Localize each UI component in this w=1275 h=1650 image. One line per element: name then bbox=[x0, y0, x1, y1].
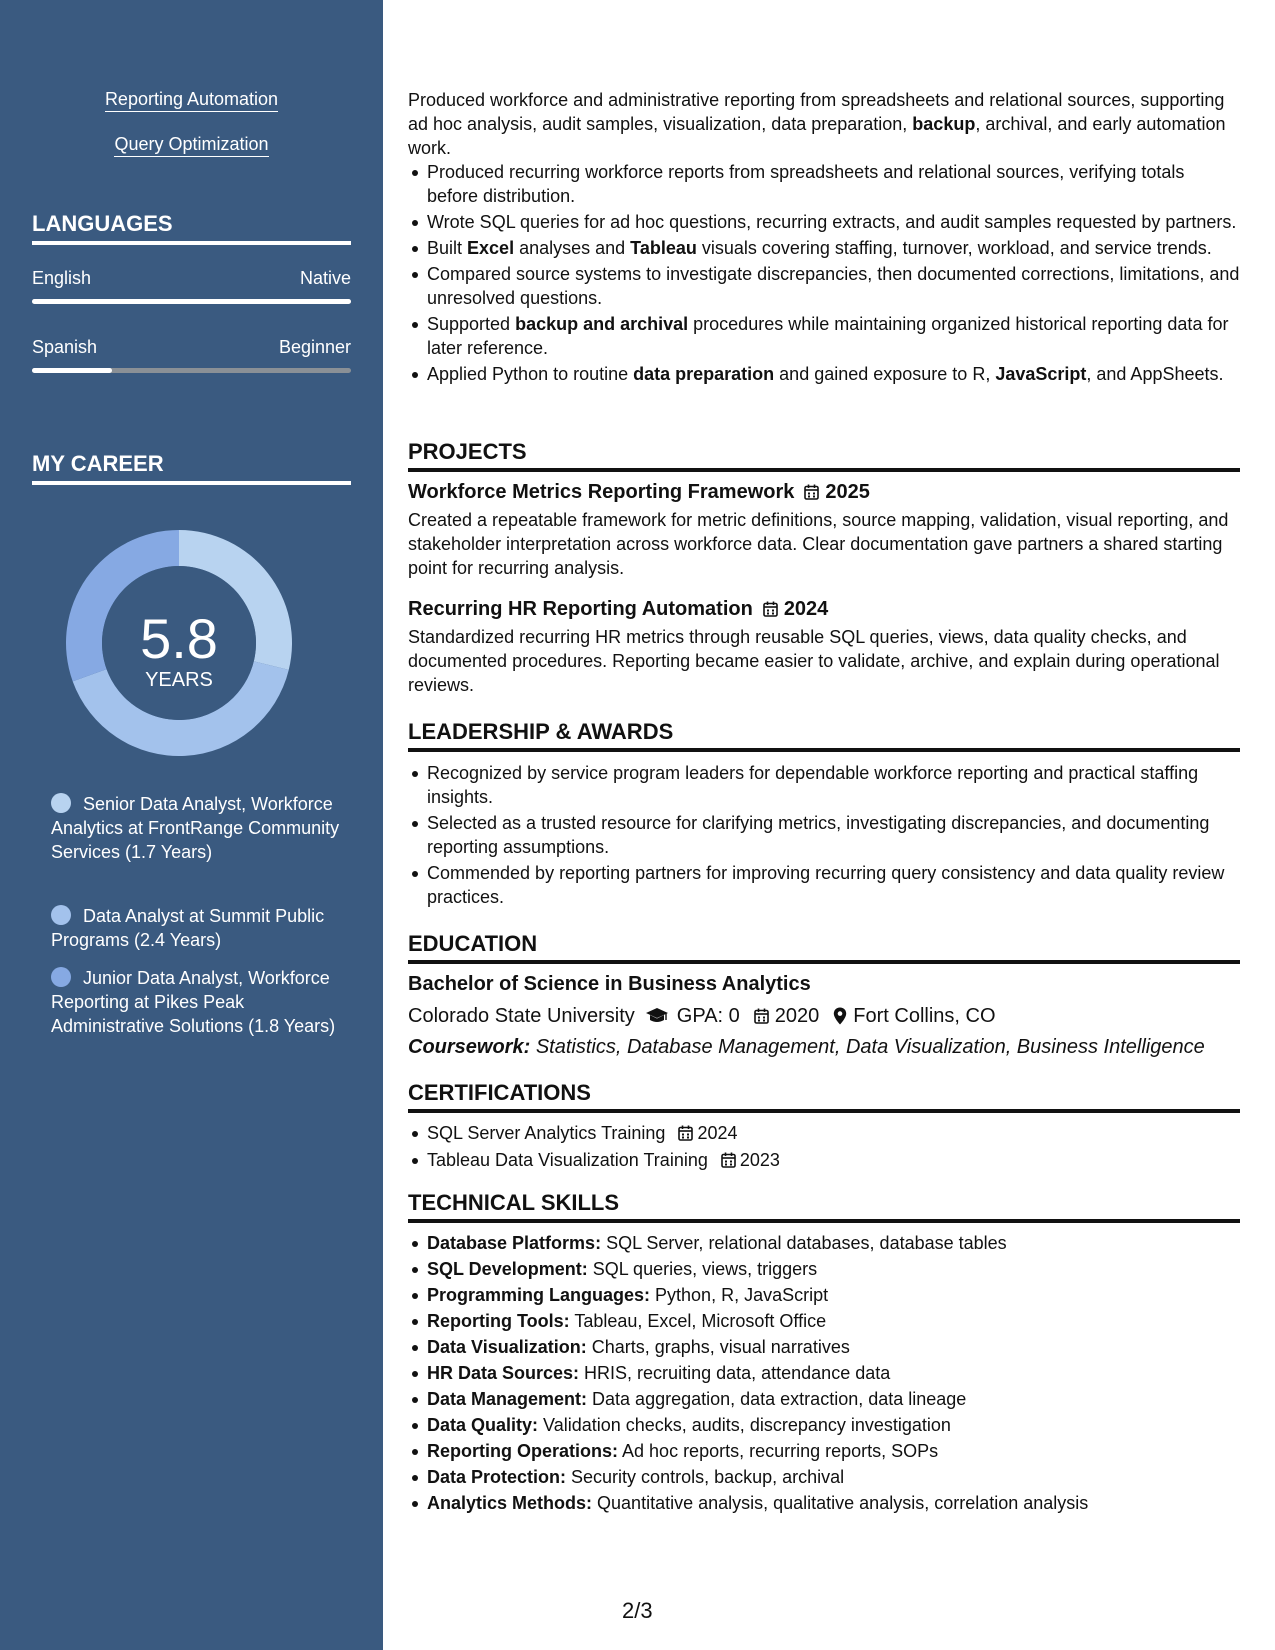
skill-item bbox=[427, 1257, 1240, 1281]
skill-category: Data Management: bbox=[427, 1389, 588, 1409]
project-item bbox=[408, 597, 1240, 697]
skill-category: Data Quality: bbox=[427, 1415, 539, 1435]
calendar-icon bbox=[804, 484, 819, 500]
project-header bbox=[408, 597, 1240, 621]
language-bar-english bbox=[32, 299, 351, 304]
career-legend-dot bbox=[51, 967, 71, 987]
skill-values: Security controls, backup, archival bbox=[566, 1467, 845, 1487]
skill-item bbox=[427, 1413, 1240, 1437]
text-segment: analyses and bbox=[514, 238, 631, 258]
career-item bbox=[51, 904, 341, 952]
career-total-unit: YEARS bbox=[145, 669, 213, 691]
text-segment: Supported bbox=[427, 314, 516, 334]
certification-year: 2023 bbox=[739, 1150, 780, 1170]
skill-category: Analytics Methods: bbox=[427, 1493, 593, 1513]
text-segment: Compared source systems to investigate discrepancies, then documented corrections, limitations, and unresolved questions. bbox=[427, 264, 1240, 308]
list-item: Selected as a trusted resource for clarifying metrics, investigating discrepancies, and documenting reporting assumptions. bbox=[427, 811, 1240, 859]
project-description: Standardized recurring HR metrics through reusable SQL queries, views, data quality checks, and documented procedures. Reporting became easier to validate, archive, and explain during operational reviews. bbox=[408, 627, 1220, 695]
text-segment: Applied Python to routine bbox=[427, 364, 634, 384]
project-title: Recurring HR Reporting Automation bbox=[408, 598, 753, 620]
experience-bullet bbox=[427, 362, 1240, 386]
skill-item bbox=[427, 1283, 1240, 1307]
skill-item bbox=[427, 1361, 1240, 1385]
gpa: GPA: 0 bbox=[676, 1005, 740, 1027]
calendar-icon bbox=[754, 1008, 769, 1024]
text-segment: , archival, and early automation work. bbox=[408, 114, 1226, 158]
skill-values: Ad hoc reports, recurring reports, SOPs bbox=[618, 1441, 939, 1461]
skill-item bbox=[427, 1491, 1240, 1515]
skill-values: Tableau, Excel, Microsoft Office bbox=[569, 1311, 827, 1331]
skill-values: Python, R, JavaScript bbox=[650, 1285, 829, 1305]
bold-text: data preparation bbox=[633, 364, 775, 384]
career-heading: MY CAREER bbox=[32, 451, 351, 485]
career-legend-dot bbox=[51, 793, 71, 813]
project-title: Workforce Metrics Reporting Framework bbox=[408, 481, 795, 503]
leadership-heading: LEADERSHIP & AWARDS bbox=[408, 719, 1240, 752]
certifications-heading: CERTIFICATIONS bbox=[408, 1080, 1240, 1113]
calendar-icon bbox=[721, 1152, 736, 1168]
school-location: Fort Collins, CO bbox=[853, 1005, 996, 1027]
text-segment: and gained exposure to R, bbox=[774, 364, 996, 384]
career-total-value: 5.8 bbox=[140, 607, 218, 670]
bold-text: JavaScript bbox=[995, 364, 1087, 384]
text-segment: Produced workforce and administrative reporting from spreadsheets and relational sources, supporting ad hoc analysis, audit samples, visualization, data preparation, bbox=[408, 90, 1225, 134]
education-details bbox=[408, 1004, 1240, 1028]
technical-skills-section bbox=[408, 1231, 1240, 1517]
skill-item bbox=[427, 1387, 1240, 1411]
school-name: Colorado State University bbox=[408, 1005, 635, 1027]
skill-category: Reporting Operations: bbox=[427, 1441, 619, 1461]
coursework bbox=[408, 1035, 1240, 1059]
text-segment: visuals covering staffing, turnover, workload, and service trends. bbox=[696, 238, 1212, 258]
text-segment: Produced recurring workforce reports from spreadsheets and relational sources, verifying totals before distribution. bbox=[427, 162, 1185, 206]
language-name: Spanish bbox=[32, 337, 98, 357]
page-number: 2/3 bbox=[622, 1598, 653, 1623]
coursework-label: Coursework: bbox=[408, 1036, 531, 1058]
experience-bullets bbox=[408, 160, 1240, 386]
experience-bullet bbox=[427, 262, 1240, 310]
sidebar bbox=[0, 0, 383, 1650]
skill-category: Data Protection: bbox=[427, 1467, 567, 1487]
experience-bullet bbox=[427, 160, 1240, 208]
experience-section bbox=[408, 88, 1240, 386]
skill-item bbox=[427, 1465, 1240, 1489]
bold-text: backup bbox=[912, 114, 976, 134]
languages-heading: LANGUAGES bbox=[32, 211, 351, 245]
text-segment: , and AppSheets. bbox=[1086, 364, 1224, 384]
text-segment: Built bbox=[427, 238, 468, 258]
technical-skills-list bbox=[408, 1231, 1240, 1515]
skill-query-optimization bbox=[0, 134, 383, 155]
experience-intro bbox=[408, 88, 1240, 160]
location-pin-icon bbox=[833, 1007, 847, 1025]
skill-values: Charts, graphs, visual narratives bbox=[586, 1337, 850, 1357]
skill-values: Validation checks, audits, discrepancy investigation bbox=[538, 1415, 951, 1435]
career-item-text: Senior Data Analyst, Workforce Analytics at FrontRange Community Services (1.7 Years) bbox=[51, 794, 340, 862]
certification-item bbox=[427, 1121, 1240, 1145]
certifications-list bbox=[408, 1121, 1240, 1172]
coursework-list: Statistics, Database Management, Data Visualization, Business Intelligence bbox=[535, 1036, 1205, 1058]
skill-reporting-automation bbox=[0, 89, 383, 110]
career-legend-dot bbox=[51, 905, 71, 925]
experience-bullet bbox=[427, 210, 1240, 234]
list-item: Recognized by service program leaders for dependable workforce reporting and practical staffing insights. bbox=[427, 761, 1240, 809]
project-year: 2024 bbox=[783, 598, 829, 620]
experience-bullet bbox=[427, 236, 1240, 260]
skill-item bbox=[427, 1335, 1240, 1359]
calendar-icon bbox=[763, 601, 778, 617]
career-item-text: Junior Data Analyst, Workforce Reporting at Pikes Peak Administrative Solutions (1.8 Years) bbox=[51, 968, 336, 1036]
language-level: Native bbox=[299, 268, 351, 288]
project-year: 2025 bbox=[825, 481, 870, 503]
calendar-icon bbox=[678, 1125, 693, 1141]
certification-name: SQL Server Analytics Training bbox=[427, 1123, 666, 1143]
language-spanish bbox=[32, 337, 351, 358]
skill-category: HR Data Sources: bbox=[427, 1363, 580, 1383]
text-segment: procedures while maintaining organized historical reporting data for later reference. bbox=[427, 314, 1229, 358]
certification-year: 2024 bbox=[697, 1123, 738, 1143]
skill-values: SQL Server, relational databases, database tables bbox=[601, 1233, 1007, 1253]
list-item: Commended by reporting partners for improving recurring query consistency and data quality review practices. bbox=[427, 861, 1240, 909]
graduation-cap-icon bbox=[645, 1007, 669, 1025]
skill-item bbox=[427, 1439, 1240, 1463]
career-item-text: Data Analyst at Summit Public Programs (2.4 Years) bbox=[51, 906, 325, 950]
skill-category: Programming Languages: bbox=[427, 1285, 651, 1305]
language-bar-fill bbox=[32, 368, 112, 373]
language-bar-spanish bbox=[32, 368, 351, 373]
text-segment: Wrote SQL queries for ad hoc questions, recurring extracts, and audit samples requested by partners. bbox=[427, 212, 1237, 232]
certification-name: Tableau Data Visualization Training bbox=[427, 1150, 708, 1170]
education-section bbox=[408, 972, 1240, 1059]
skill-category: Database Platforms: bbox=[427, 1233, 602, 1253]
project-header bbox=[408, 480, 1240, 504]
skill-label: Reporting Automation bbox=[105, 89, 278, 112]
skill-values: HRIS, recruiting data, attendance data bbox=[579, 1363, 891, 1383]
leadership-section bbox=[408, 761, 1240, 909]
skill-category: Reporting Tools: bbox=[427, 1311, 570, 1331]
experience-bullet bbox=[427, 312, 1240, 360]
skill-values: Quantitative analysis, qualitative analysis, correlation analysis bbox=[592, 1493, 1089, 1513]
language-level: Beginner bbox=[278, 337, 351, 357]
degree-title: Bachelor of Science in Business Analytics bbox=[408, 973, 811, 995]
bold-text: Tableau bbox=[630, 238, 697, 258]
skill-label: Query Optimization bbox=[114, 134, 268, 157]
career-donut-chart bbox=[66, 530, 292, 756]
technical-skills-heading: TECHNICAL SKILLS bbox=[408, 1190, 1240, 1223]
skill-category: Data Visualization: bbox=[427, 1337, 587, 1357]
projects-heading: PROJECTS bbox=[408, 439, 1240, 472]
skill-item bbox=[427, 1309, 1240, 1333]
bold-text: Excel bbox=[467, 238, 515, 258]
bold-text: backup and archival bbox=[515, 314, 689, 334]
language-english bbox=[32, 268, 351, 289]
certifications-section bbox=[408, 1121, 1240, 1172]
project-item bbox=[408, 480, 1240, 580]
skill-item bbox=[427, 1231, 1240, 1255]
project-description: Created a repeatable framework for metric definitions, source mapping, validation, visual reporting, and stakeholder interpretation across workforce data. Clear documentation gave partners a shared starting point for recurring analysis. bbox=[408, 510, 1229, 578]
skill-category: SQL Development: bbox=[427, 1259, 588, 1279]
skill-values: SQL queries, views, triggers bbox=[587, 1259, 818, 1279]
skill-values: Data aggregation, data extraction, data lineage bbox=[587, 1389, 967, 1409]
language-bar-fill bbox=[32, 299, 351, 304]
education-heading: EDUCATION bbox=[408, 931, 1240, 964]
career-item bbox=[51, 792, 341, 864]
certification-item bbox=[427, 1148, 1240, 1172]
career-item bbox=[51, 966, 341, 1038]
leadership-list bbox=[408, 761, 1240, 909]
language-name: English bbox=[32, 268, 92, 288]
graduation-year: 2020 bbox=[774, 1005, 820, 1027]
